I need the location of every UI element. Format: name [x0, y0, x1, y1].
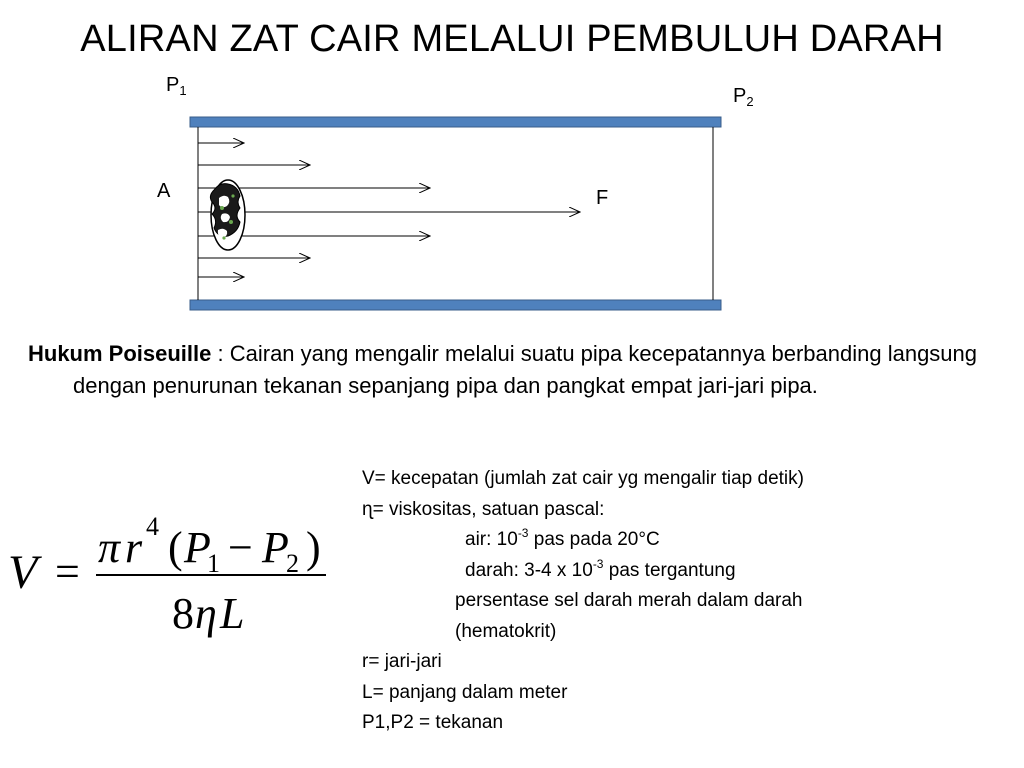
poiseuille-formula — [0, 0, 360, 768]
formula-pi: π — [98, 523, 121, 572]
slide-title: ALIRAN ZAT CAIR MELALUI PEMBULUH DARAH — [80, 18, 944, 60]
def-darah-line2: persentase sel darah merah dalam darah — [455, 590, 803, 611]
formula-equals: = — [55, 547, 80, 596]
formula-r: r — [125, 523, 143, 572]
def-eta: ɳ= viskositas, satuan pascal: — [362, 498, 605, 520]
formula-open-paren: ( — [168, 523, 183, 572]
formula-minus: − — [228, 523, 253, 572]
pressure-p1-label: $P_1$ — [166, 74, 187, 98]
def-darah-line3: (hematokrit) — [455, 620, 557, 642]
force-label: F — [596, 187, 609, 209]
formula-den-eta: η — [195, 589, 217, 638]
variable-definitions — [362, 464, 1002, 739]
formula-close-paren: ) — [306, 523, 321, 572]
def-r: r= jari-jari — [362, 651, 442, 672]
formula-r-exponent: 4 — [146, 512, 159, 541]
formula-den-8: 8 — [172, 589, 194, 638]
area-label: A — [157, 180, 171, 202]
formula-p1: P — [184, 523, 211, 572]
law-description: : Cairan yang mengalir melalui suatu pipa kecepatannya berbanding langsung dengan penurunan tekanan sepanjang pipa dan pangkat empat jari-jari pipa. — [73, 341, 978, 398]
formula-den-L: L — [220, 589, 245, 638]
def-v: V= kecepatan (jumlah zat cair yg mengalir tiap detik) — [362, 468, 804, 489]
formula-p1-sub: 1 — [207, 549, 220, 578]
pressure-p2-label: $P_2$ — [733, 85, 754, 109]
def-darah: darah: 3-4 x $10^{-3}$ pas tergantung — [465, 556, 736, 581]
def-L: L= panjang dalam meter — [362, 681, 568, 703]
formula-p2-sub: 2 — [286, 549, 299, 578]
formula-lhs: V — [8, 546, 38, 599]
def-p: P1,P2 = tekanan — [362, 712, 504, 733]
formula-p2: P — [262, 523, 289, 572]
def-air: air: $10^{-3}$ pas pada 20°C — [465, 526, 660, 550]
law-name: Hukum Poiseuille — [28, 341, 212, 366]
